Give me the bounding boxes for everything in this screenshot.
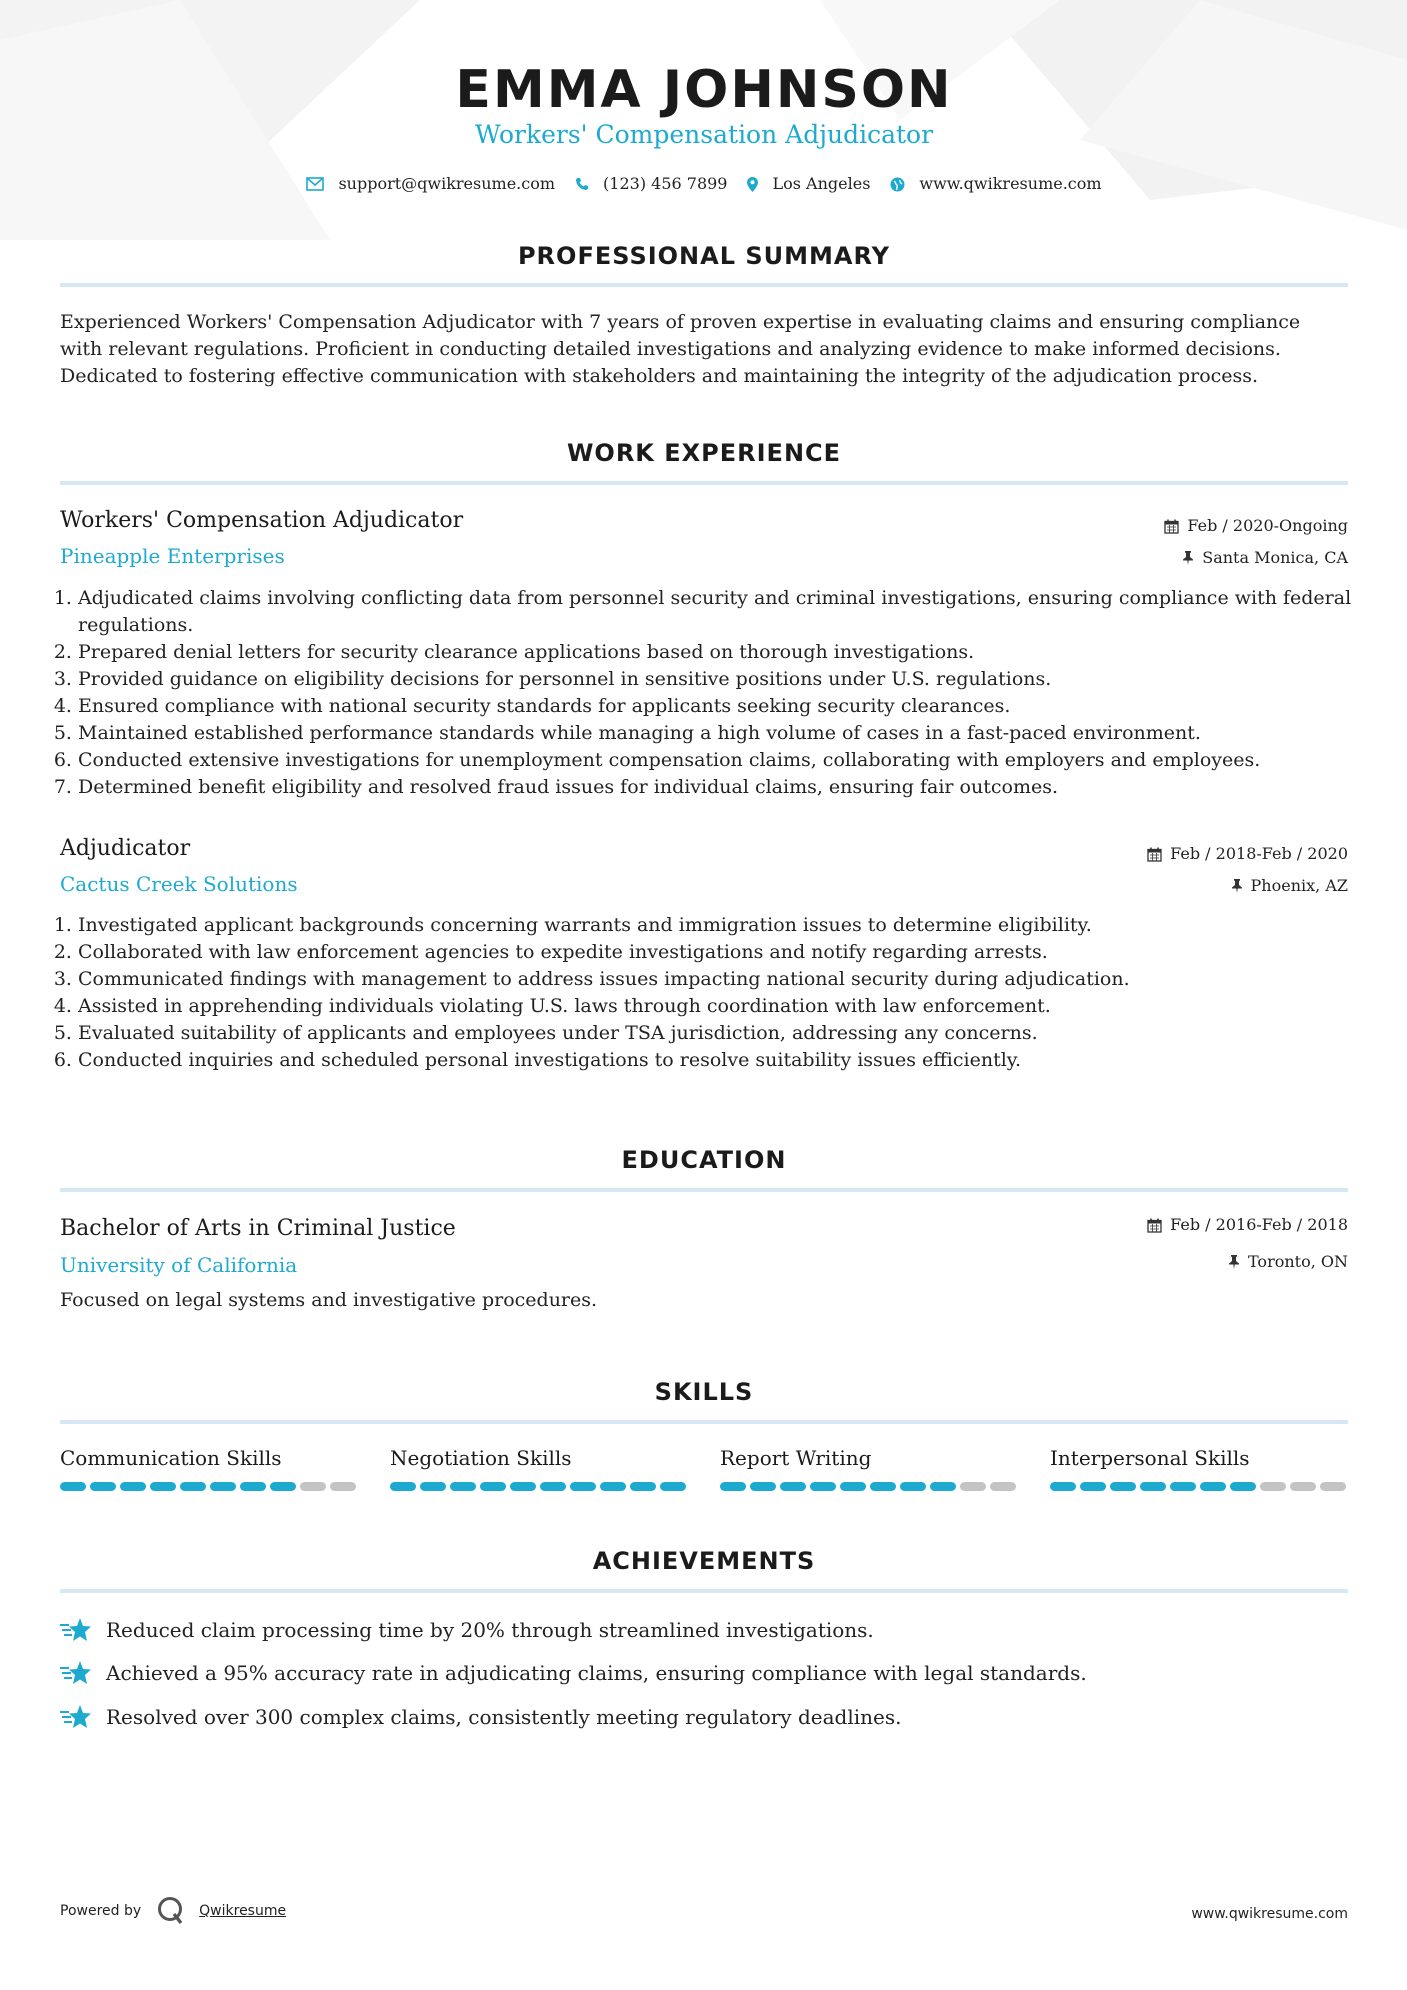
- job-1-location: [1182, 547, 1348, 569]
- map-pin-icon: [747, 177, 758, 192]
- calendar-icon: [1164, 519, 1179, 534]
- skill-level-segment: [180, 1482, 206, 1491]
- achievement-item: [60, 1703, 901, 1731]
- footer-url[interactable]: www.qwikresume.com: [1191, 1906, 1348, 1922]
- education-dates-text: Feb / 2016-Feb / 2018: [1170, 1215, 1348, 1234]
- skill-level-segment: [540, 1482, 566, 1491]
- star-icon: [60, 1659, 92, 1687]
- candidate-role: Workers' Compensation Adjudicator: [474, 120, 934, 149]
- skill-level-segment: [420, 1482, 446, 1491]
- summary-text: Experienced Workers' Compensation Adjudicator with 7 years of proven expertise in evaluating claims and ensuring compliance with relevant regulations. Proficient in conducting detailed investigations and analyzing evidence to make informed decisions. Dedicated to fostering effective communication with stakeholders and maintaining the integrity of the adjudication process.: [60, 311, 1301, 387]
- skill-level-segment: [930, 1482, 956, 1491]
- achievements-divider: [60, 1589, 1348, 1593]
- skill-report-writing: [720, 1444, 1020, 1491]
- education-description: Focused on legal systems and investigative procedures.: [60, 1289, 598, 1311]
- skill-level-segment: [300, 1482, 326, 1491]
- skills-heading: SKILLS: [654, 1378, 754, 1406]
- job-2-company: Cactus Creek Solutions: [60, 872, 298, 896]
- qwikresume-logo-icon: [157, 1896, 185, 1926]
- list-item: 4. Ensured compliance with national security standards for applicants seeking security clearances.: [78, 693, 1366, 720]
- skill-level-segment: [630, 1482, 656, 1491]
- skill-level-segment: [510, 1482, 536, 1491]
- list-item: 5. Evaluated suitability of applicants and employees under TSA jurisdiction, addressing any concerns.: [78, 1020, 1366, 1047]
- job-2-responsibilities: [60, 912, 1366, 1074]
- skill-level-bar: [60, 1482, 360, 1491]
- job-1-dates: [1164, 515, 1348, 537]
- skill-level-segment: [1050, 1482, 1076, 1491]
- experience-heading: WORK EXPERIENCE: [566, 439, 842, 467]
- education-divider: [60, 1188, 1348, 1192]
- skill-level-segment: [900, 1482, 926, 1491]
- experience-divider: [60, 481, 1348, 485]
- summary-divider: [60, 283, 1348, 287]
- job-1-responsibilities: [60, 585, 1366, 801]
- skills-divider: [60, 1420, 1348, 1424]
- job-1-title: Workers' Compensation Adjudicator: [60, 508, 464, 533]
- achievement-text: Resolved over 300 complex claims, consistently meeting regulatory deadlines.: [106, 1705, 902, 1729]
- achievements-heading: ACHIEVEMENTS: [592, 1547, 816, 1575]
- phone-text: (123) 456 7899: [603, 174, 728, 193]
- skill-level-segment: [150, 1482, 176, 1491]
- list-item: 3. Communicated findings with management to address issues impacting national security during adjudication.: [78, 966, 1366, 993]
- contact-location: [747, 172, 870, 196]
- list-item: 3. Provided guidance on eligibility decisions for personnel in sensitive positions under U.S. regulations.: [78, 666, 1366, 693]
- location-text: Los Angeles: [772, 174, 871, 193]
- skill-level-bar: [390, 1482, 690, 1491]
- powered-by-label: Powered by: [60, 1903, 142, 1919]
- skill-name: Communication Skills: [60, 1446, 282, 1470]
- skill-level-segment: [840, 1482, 866, 1491]
- skill-level-segment: [390, 1482, 416, 1491]
- skill-level-segment: [1200, 1482, 1226, 1491]
- skill-level-segment: [1230, 1482, 1256, 1491]
- contact-website[interactable]: [890, 172, 1101, 196]
- education-school: University of California: [60, 1253, 298, 1277]
- job-2-dates-text: Feb / 2018-Feb / 2020: [1170, 844, 1348, 863]
- skill-level-segment: [600, 1482, 626, 1491]
- list-item: 6. Conducted inquiries and scheduled personal investigations to resolve suitability issues efficiently.: [78, 1047, 1366, 1074]
- list-item: 2. Prepared denial letters for security clearance applications based on thorough investigations.: [78, 639, 1366, 666]
- skill-level-segment: [1080, 1482, 1106, 1491]
- list-item: 2. Collaborated with law enforcement agencies to expedite investigations and notify regarding arrests.: [78, 939, 1366, 966]
- globe-icon: [890, 177, 905, 192]
- skill-level-segment: [240, 1482, 266, 1491]
- skill-level-segment: [90, 1482, 116, 1491]
- candidate-name: EMMA JOHNSON: [455, 60, 953, 120]
- footer-powered-by: [60, 1896, 286, 1926]
- job-2-title: Adjudicator: [60, 836, 191, 861]
- skill-level-segment: [210, 1482, 236, 1491]
- skill-level-segment: [750, 1482, 776, 1491]
- skill-level-segment: [120, 1482, 146, 1491]
- skill-level-segment: [1260, 1482, 1286, 1491]
- education-location-text: Toronto, ON: [1248, 1252, 1348, 1271]
- job-1-location-text: Santa Monica, CA: [1202, 548, 1348, 567]
- star-icon: [60, 1703, 92, 1731]
- achievement-text: Reduced claim processing time by 20% through streamlined investigations.: [106, 1618, 874, 1642]
- education-dates: [1147, 1214, 1348, 1236]
- job-1-company: Pineapple Enterprises: [60, 544, 285, 568]
- skill-level-bar: [1050, 1482, 1350, 1491]
- pushpin-icon: [1182, 551, 1194, 565]
- skill-level-segment: [1170, 1482, 1196, 1491]
- contact-email[interactable]: [306, 172, 555, 196]
- skill-level-segment: [870, 1482, 896, 1491]
- list-item: 1. Adjudicated claims involving conflicting data from personnel security and criminal investigations, ensuring compliance with federal regulations.: [78, 585, 1366, 639]
- skill-level-segment: [480, 1482, 506, 1491]
- skill-name: Negotiation Skills: [390, 1446, 572, 1470]
- education-degree: Bachelor of Arts in Criminal Justice: [60, 1216, 456, 1241]
- skill-level-segment: [1290, 1482, 1316, 1491]
- summary-heading: PROFESSIONAL SUMMARY: [517, 242, 891, 270]
- achievement-item: [60, 1659, 1087, 1687]
- list-item: 4. Assisted in apprehending individuals violating U.S. laws through coordination with law enforcement.: [78, 993, 1366, 1020]
- skill-level-segment: [990, 1482, 1016, 1491]
- skill-negotiation: [390, 1444, 690, 1491]
- skill-level-segment: [270, 1482, 296, 1491]
- contact-bar: [60, 172, 1348, 196]
- website-text: www.qwikresume.com: [919, 174, 1102, 193]
- job-2-location: [1231, 875, 1348, 897]
- list-item: 7. Determined benefit eligibility and resolved fraud issues for individual claims, ensuring fair outcomes.: [78, 774, 1366, 801]
- skill-level-segment: [810, 1482, 836, 1491]
- envelope-icon: [306, 177, 324, 191]
- skill-level-segment: [960, 1482, 986, 1491]
- job-2-dates: [1147, 843, 1348, 865]
- skill-name: Report Writing: [720, 1446, 872, 1470]
- skill-level-segment: [720, 1482, 746, 1491]
- skill-level-segment: [570, 1482, 596, 1491]
- list-item: 6. Conducted extensive investigations for unemployment compensation claims, collaborating with employers and employees.: [78, 747, 1366, 774]
- skill-name: Interpersonal Skills: [1050, 1446, 1250, 1470]
- skill-level-segment: [1110, 1482, 1136, 1491]
- email-text: support@qwikresume.com: [338, 174, 556, 193]
- skill-level-bar: [720, 1482, 1020, 1491]
- skill-level-segment: [660, 1482, 686, 1491]
- pushpin-icon: [1228, 1255, 1240, 1269]
- achievement-text: Achieved a 95% accuracy rate in adjudicating claims, ensuring compliance with legal standards.: [106, 1661, 1087, 1685]
- skill-level-segment: [1140, 1482, 1166, 1491]
- list-item: 5. Maintained established performance standards while managing a high volume of cases in a fast-paced environment.: [78, 720, 1366, 747]
- pushpin-icon: [1231, 879, 1243, 893]
- skill-level-segment: [1320, 1482, 1346, 1491]
- skill-level-segment: [60, 1482, 86, 1491]
- education-heading: EDUCATION: [621, 1146, 787, 1174]
- job-2-location-text: Phoenix, AZ: [1250, 876, 1348, 895]
- star-icon: [60, 1616, 92, 1644]
- skill-level-segment: [330, 1482, 356, 1491]
- contact-phone[interactable]: [575, 172, 727, 196]
- education-location: [1228, 1251, 1348, 1273]
- skill-level-segment: [450, 1482, 476, 1491]
- phone-icon: [575, 177, 589, 191]
- calendar-icon: [1147, 1218, 1162, 1233]
- achievement-item: [60, 1616, 874, 1644]
- skill-communication: [60, 1444, 360, 1491]
- list-item: 1. Investigated applicant backgrounds concerning warrants and immigration issues to determine eligibility.: [78, 912, 1366, 939]
- skill-level-segment: [780, 1482, 806, 1491]
- qwikresume-link[interactable]: Qwikresume: [199, 1903, 287, 1919]
- job-1-dates-text: Feb / 2020-Ongoing: [1187, 516, 1348, 535]
- skill-interpersonal: [1050, 1444, 1350, 1491]
- calendar-icon: [1147, 847, 1162, 862]
